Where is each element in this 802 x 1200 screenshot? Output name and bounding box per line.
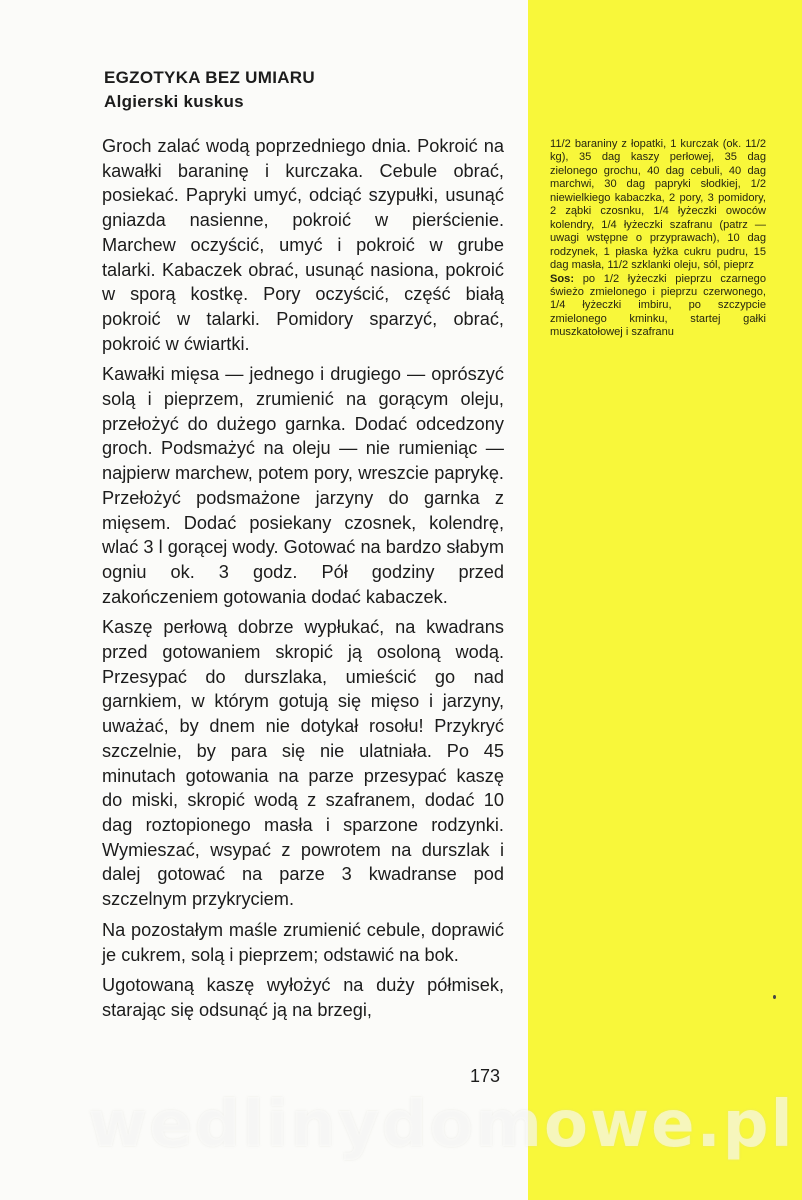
instruction-paragraph: Ugotowaną kaszę wyłożyć na duży półmisek, starając się odsunąć ją na brzegi, bbox=[102, 975, 504, 1020]
chapter-title: EGZOTYKA BEZ UMIARU bbox=[104, 68, 315, 87]
instruction-paragraph: Kawałki mięsa — jednego i drugiego — oprószyć solą i pieprzem, zrumienić na gorącym oleju, przełożyć do dużego garnka. Dodać odcedzony groch. Podsmażyć na oleju — nie rumieniąc — najpierw marchew, potem pory, wreszcie paprykę. Przełożyć podsmażone jarzyny do garnka z mięsem. Dodać posiekany czosnek, kolendrę, wlać 3 l gorącej wody. Gotować na bardzo słabym ogniu ok. 3 godz. Pół godziny przed zakończeniem gotowania dodać kabaczek. bbox=[102, 364, 504, 607]
watermark: wedlinydomowe.pl bbox=[88, 1088, 795, 1162]
instruction-paragraph: Groch zalać wodą poprzedniego dnia. Pokroić na kawałki baraninę i kurczaka. Cebule obrać, posiekać. Papryki umyć, odciąć szypułki, usunąć gniazda nasienne, pokroić w pierścienie. Marchew oczyścić, umyć i pokroić w grube talarki. Kabaczek obrać, usunąć nasiona, pokroić w sporą kostkę. Pory oczyścić, część białą pokroić w talarki. Pomidory sparzyć, obrać, pokroić w ćwiartki. bbox=[102, 136, 504, 354]
recipe-instructions bbox=[102, 134, 504, 1029]
sauce-label: Sos: bbox=[550, 272, 575, 285]
sauce-text: po 1/2 łyżeczki pieprzu czarnego świeżo zmielonego i pieprzu czerwonego, 1/4 łyżeczki imbiru, po szczypcie zmielonego kminku, startej gałki muszkatołowej i szafranu bbox=[550, 272, 766, 339]
page-number: 173 bbox=[470, 1066, 501, 1086]
ingredients-main: 11/2 baraniny z łopatki, 1 kurczak (ok. 11/2 kg), 35 dag kaszy perłowej, 35 dag zielonego grochu, 40 dag cebuli, 40 dag marchwi, 30 dag papryki słodkiej, 1/2 niewielkiego kabaczka, 2 pory, 3 pomidory, 2 ząbki czosnku, 1/4 łyżeczki owoców kolendry, 1/4 łyżeczki szafranu (patrz — uwagi wstępne o przyprawach), 10 dag rodzynek, 1 płaska łyżka cukru pudru, 15 dag masła, 11/2 szklanki oleju, sól, pieprz bbox=[550, 138, 766, 272]
instruction-paragraph: Na pozostałym maśle zrumienić cebule, doprawić je cukrem, solą i pieprzem; odstawić na bok. bbox=[102, 919, 504, 965]
recipe-title: Algierski kuskus bbox=[104, 92, 244, 111]
ingredients-list bbox=[550, 138, 766, 340]
instruction-paragraph: Kaszę perłową dobrze wypłukać, na kwadrans przed gotowaniem skropić ją osoloną wodą. Przesypać do durszlaka, umieścić go nad garnkiem, w którym gotują się mięso i jarzyny, uważać, by dnem nie dotykał rosołu! Przykryć szczelnie, by para się nie ulatniała. Po 45 minutach gotowania na parze przesypać kaszę do miski, skropić wodą z szafranem, dodać 10 dag roztopionego masła i sparzone rodzynki. Wymieszać, wsypać z powrotem na durszlak i dalej gotować na parze 3 kwadranse pod szczelnym przykryciem. bbox=[102, 617, 504, 910]
recipe-heading bbox=[104, 66, 315, 114]
sauce-ingredients bbox=[550, 273, 766, 340]
print-speck bbox=[773, 995, 776, 999]
